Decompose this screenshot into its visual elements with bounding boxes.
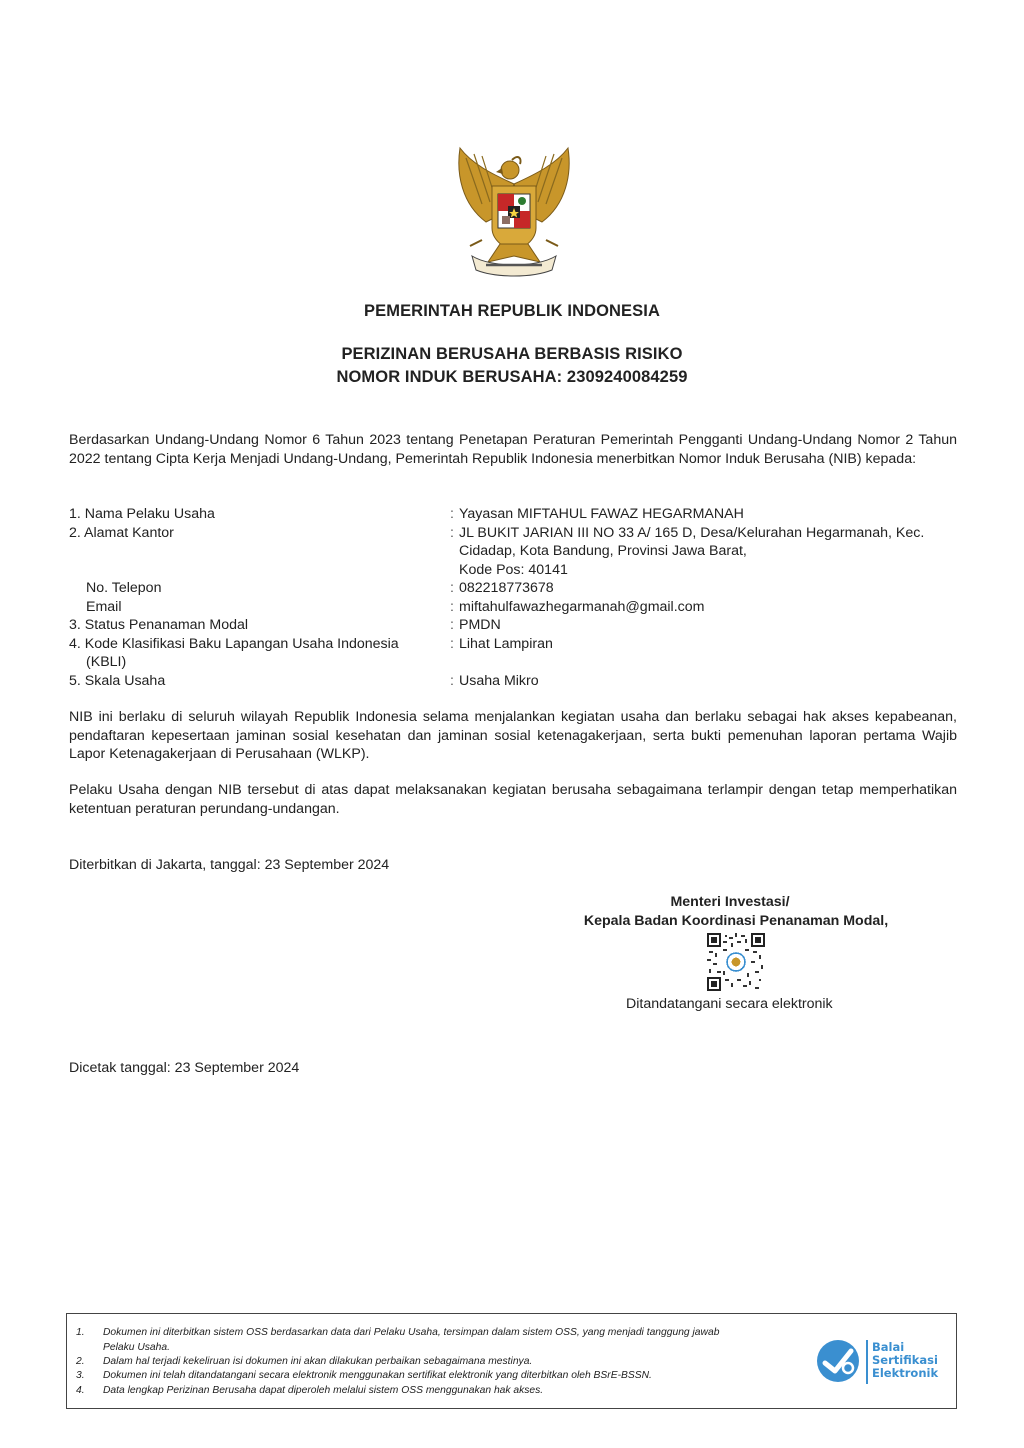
printed-date: Dicetak tanggal: 23 September 2024	[69, 1060, 300, 1076]
nama-colon: :	[450, 506, 454, 522]
bsre-label-line3: Elektronik	[872, 1366, 939, 1380]
status-colon: :	[450, 617, 454, 633]
footnote-number: 4.	[76, 1385, 85, 1396]
kbli-label-line1: 4. Kode Klasifikasi Baku Lapangan Usaha Indonesia	[69, 636, 399, 652]
telepon-value: 082218773678	[459, 580, 554, 596]
footnote-text: Dokumen ini diterbitkan sistem OSS berdasarkan data dari Pelaku Usaha, tersimpan dalam sistem OSS, yang menjadi tanggung jawab	[103, 1327, 720, 1338]
skala-value: Usaha Mikro	[459, 673, 539, 689]
status-label: 3. Status Penanaman Modal	[69, 617, 249, 633]
footnote-text: Data lengkap Perizinan Berusaha dapat diperoleh melalui sistem OSS menggunakan hak akses.	[103, 1385, 544, 1396]
alamat-colon: :	[450, 525, 454, 541]
email-value: miftahulfawazhegarmanah@gmail.com	[459, 599, 705, 615]
kbli-value: Lihat Lampiran	[459, 636, 553, 652]
bsre-divider	[866, 1340, 868, 1384]
telepon-colon: :	[450, 580, 454, 596]
footnote-text: Dokumen ini telah ditandatangani secara elektronik menggunakan sertifikat elektronik yang diterbitkan oleh BSrE-BSSN.	[103, 1370, 652, 1381]
intro-paragraph: Berdasarkan Undang-Undang Nomor 6 Tahun 2023 tentang Penetapan Peraturan Pemerintah Pengganti Undang-Undang Nomor 2 Tahun 2022 tentang Cipta Kerja Menjadi Undang-Undang, Pemerintah Republik Indonesia menerbitkan Nomor Induk Berusaha (NIB) kepada:	[69, 432, 957, 467]
bsre-logo-icon	[815, 1338, 861, 1384]
government-heading: PEMERINTAH REPUBLIK INDONESIA	[364, 302, 660, 320]
footnote-number: 1.	[76, 1327, 85, 1338]
footnote-number: 2.	[76, 1356, 85, 1367]
alamat-value-line1: JL BUKIT JARIAN III NO 33 A/ 165 D, Desa/Kelurahan Hegarmanah, Kec.	[459, 525, 925, 541]
nib-number: NOMOR INDUK BERUSAHA: 2309240084259	[336, 368, 688, 386]
email-label: Email	[86, 599, 122, 615]
footnote-number: 3.	[76, 1370, 85, 1381]
email-colon: :	[450, 599, 454, 615]
qr-code-icon	[707, 933, 765, 991]
bsre-label-line2: Sertifikasi	[872, 1353, 938, 1367]
skala-colon: :	[450, 673, 454, 689]
electronic-signature-note: Ditandatangani secara elektronik	[626, 996, 833, 1012]
skala-label: 5. Skala Usaha	[69, 673, 166, 689]
validity-paragraph: NIB ini berlaku di seluruh wilayah Republik Indonesia selama menjalankan kegiatan usaha dan berlaku sebagai hak akses kepabeanan, pendaftaran kepesertaan jaminan sosial kesehatan dan jaminan sosial ketenagakerjaan, serta bukti pemenuhan laporan pertama Wajib Lapor Ketenagakerjaan di Perusahaan (WLKP).	[69, 709, 957, 762]
garuda-emblem-icon	[452, 144, 576, 278]
status-value: PMDN	[459, 617, 501, 633]
footnote-text: Dalam hal terjadi kekeliruan isi dokumen ini akan dilakukan perbaikan sebagaimana mestinya.	[103, 1356, 533, 1367]
document-title: PERIZINAN BERUSAHA BERBASIS RISIKO	[341, 345, 683, 363]
footnote-text-continued: Pelaku Usaha.	[103, 1342, 170, 1353]
nama-label: 1. Nama Pelaku Usaha	[69, 506, 215, 522]
telepon-label: No. Telepon	[86, 580, 162, 596]
alamat-value-line3: Kode Pos: 40141	[459, 562, 568, 578]
issued-date: Diterbitkan di Jakarta, tanggal: 23 September 2024	[69, 857, 390, 873]
signatory-title-line2: Kepala Badan Koordinasi Penanaman Modal,	[583, 913, 889, 929]
bsre-label-line1: Balai	[872, 1340, 905, 1354]
alamat-value-line2: Cidadap, Kota Bandung, Provinsi Jawa Barat,	[459, 543, 747, 559]
obligation-paragraph: Pelaku Usaha dengan NIB tersebut di atas dapat melaksanakan kegiatan berusaha sebagaimana terlampir dengan tetap memperhatikan ketentuan peraturan perundang-undangan.	[69, 782, 957, 817]
nama-value: Yayasan MIFTAHUL FAWAZ HEGARMANAH	[459, 506, 744, 522]
alamat-label: 2. Alamat Kantor	[69, 525, 174, 541]
kbli-colon: :	[450, 636, 454, 652]
signatory-title-line1: Menteri Investasi/	[670, 894, 790, 910]
kbli-label-line2: (KBLI)	[86, 654, 127, 670]
